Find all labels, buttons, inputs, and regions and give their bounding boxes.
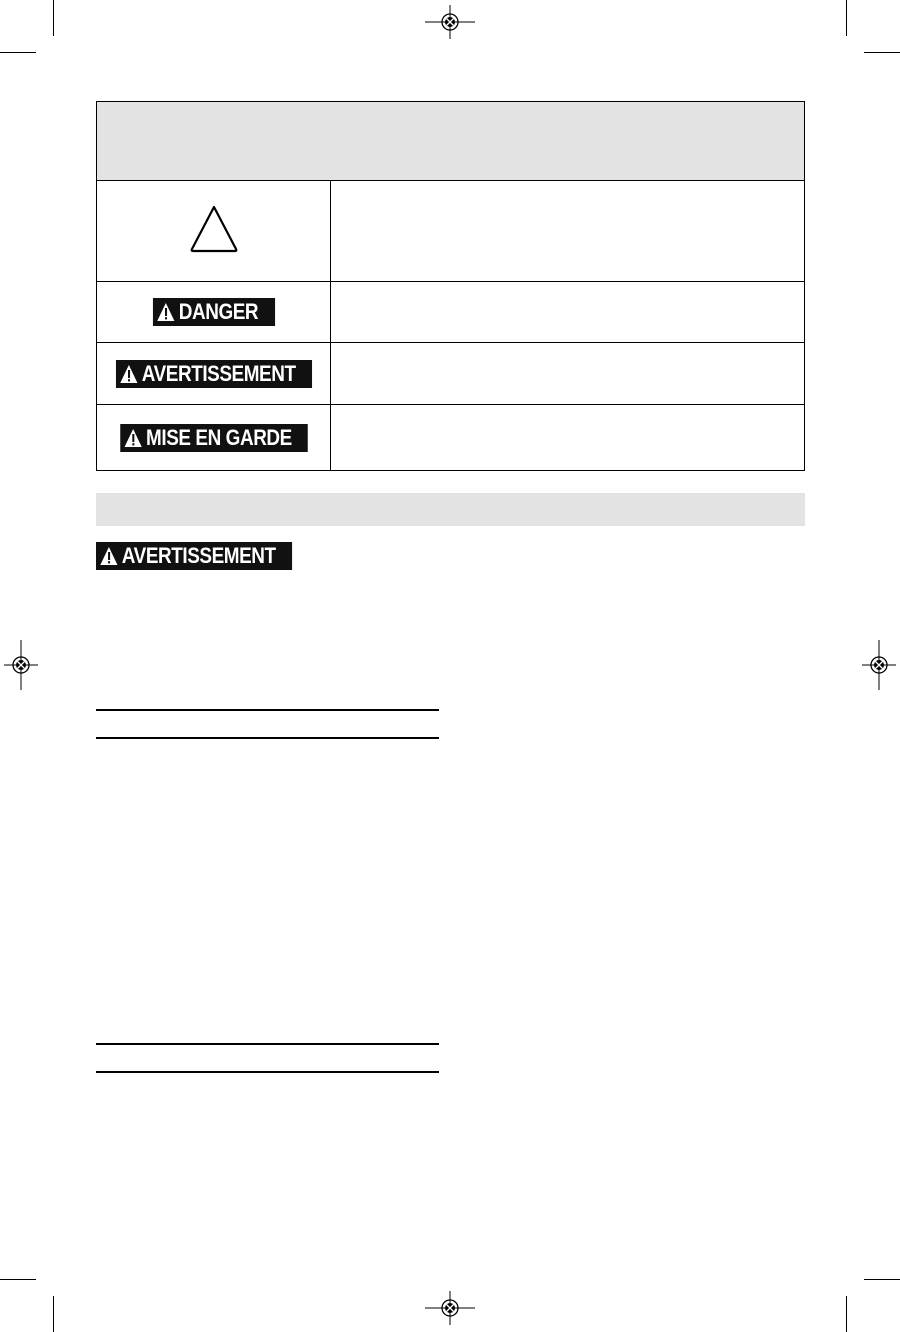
description-cell <box>331 282 804 342</box>
subsection-rule <box>96 1043 439 1045</box>
warning-label <box>115 360 311 388</box>
symbol-cell <box>97 181 331 281</box>
subsection-rule <box>96 1071 439 1073</box>
safety-symbols-table <box>96 101 805 471</box>
section-warning-label <box>96 542 292 570</box>
exclamation-triangle-icon <box>123 428 142 448</box>
exclamation-triangle-icon <box>99 546 118 566</box>
subsection-rule <box>96 709 439 711</box>
description-cell <box>331 405 804 470</box>
section-warning <box>96 542 324 571</box>
description-cell <box>331 343 804 404</box>
section-heading-bar <box>96 493 805 526</box>
exclamation-triangle-icon <box>119 364 138 384</box>
crosshair-target-icon <box>425 5 475 39</box>
warning-label-text: AVERTISSEMENT <box>141 360 296 386</box>
subsection-rule <box>96 737 439 739</box>
crop-mark-bottom-left-v <box>53 1296 54 1332</box>
symbol-cell <box>97 343 331 404</box>
crosshair-target-icon <box>425 1291 475 1325</box>
exclamation-triangle-icon <box>156 302 175 322</box>
table-header <box>97 102 804 181</box>
crop-mark-top-left-v <box>53 0 54 36</box>
table-row-danger <box>97 282 804 343</box>
crosshair-target-icon <box>862 640 896 690</box>
crop-mark-bottom-right-v <box>846 1296 847 1332</box>
description-cell <box>331 181 804 281</box>
section-warning-text: AVERTISSEMENT <box>121 543 276 568</box>
table-row-alert-symbol <box>97 181 804 282</box>
table-row-warning <box>97 343 804 405</box>
danger-label <box>152 298 274 326</box>
caution-label <box>120 424 307 452</box>
crop-mark-top-left-h <box>0 52 36 53</box>
symbol-cell <box>97 405 331 470</box>
crosshair-target-icon <box>4 640 38 690</box>
crop-mark-top-right-h <box>864 52 900 53</box>
danger-label-text: DANGER <box>178 299 258 324</box>
crop-mark-bottom-left-h <box>0 1279 36 1280</box>
caution-label-text: MISE EN GARDE <box>145 424 292 450</box>
crop-mark-top-right-v <box>846 0 847 36</box>
crop-mark-bottom-right-h <box>864 1279 900 1280</box>
table-row-caution <box>97 405 804 470</box>
symbol-cell <box>97 282 331 342</box>
triangle-outline-icon <box>188 203 240 260</box>
